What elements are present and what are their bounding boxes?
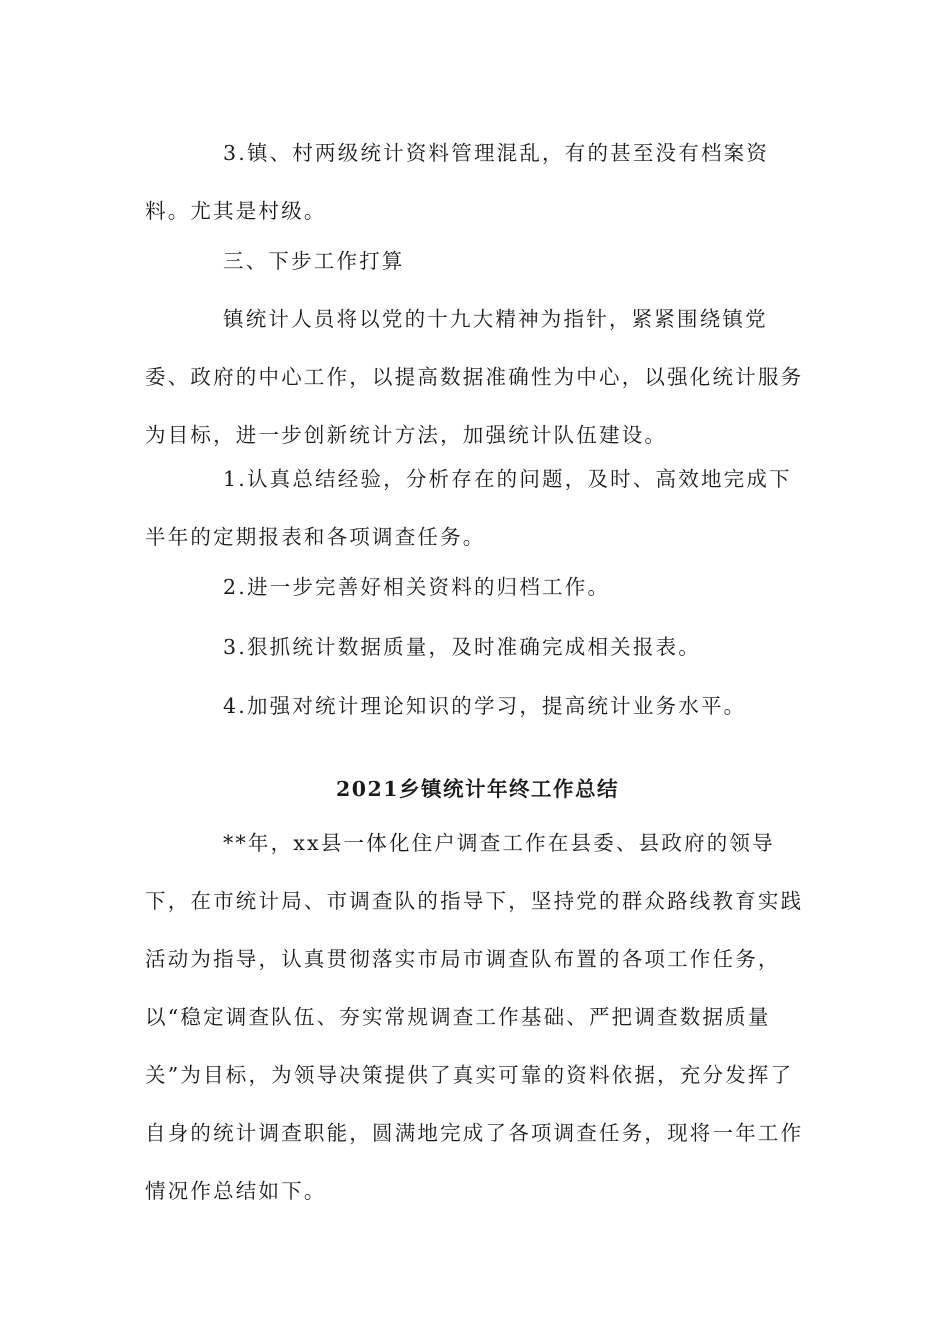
paragraph-records-management: 3.镇、村两级统计资料管理混乱，有的甚至没有档案资料。尤其是村级。 <box>145 141 770 223</box>
list-item-1: 1.认真总结经验，分析存在的问题，及时、高效地完成下半年的定期报表和各项调查任务。 <box>145 467 792 549</box>
paragraph-work-plan: 镇统计人员将以党的十九大精神为指针，紧紧围绕镇党委、政府的中心工作，以提高数据准确性为中心，以强化统计服务为目标，进一步创新统计方法，加强统计队伍建设。 <box>145 307 804 447</box>
list-item-2: 2.进一步完善好相关资料的归档工作。 <box>223 575 611 599</box>
section-heading-next-steps: 三、下步工作打算 <box>223 249 405 273</box>
document-title: 2021乡镇统计年终工作总结 <box>335 777 620 801</box>
paragraph-annual-summary-intro: **年，xx县一体化住户调查工作在县委、县政府的领导下，在市统计局、市调查队的指导下，坚持党的群众路线教育实践活动为指导，认真贯彻落实市局市调查队布置的各项工作任务，以“稳定调查队伍、夯实常规调查工作基础、严把调查数据质量关”为目标，为领导决策提供了真实可靠的资料依据，充分发挥了自身的统计调查职能，圆满地完成了各项调查任务，现将一年工作情况作总结如下。 <box>145 831 804 1203</box>
list-item-3: 3.狠抓统计数据质量，及时准确完成相关报表。 <box>223 635 701 659</box>
list-item-4: 4.加强对统计理论知识的学习，提高统计业务水平。 <box>223 694 747 718</box>
